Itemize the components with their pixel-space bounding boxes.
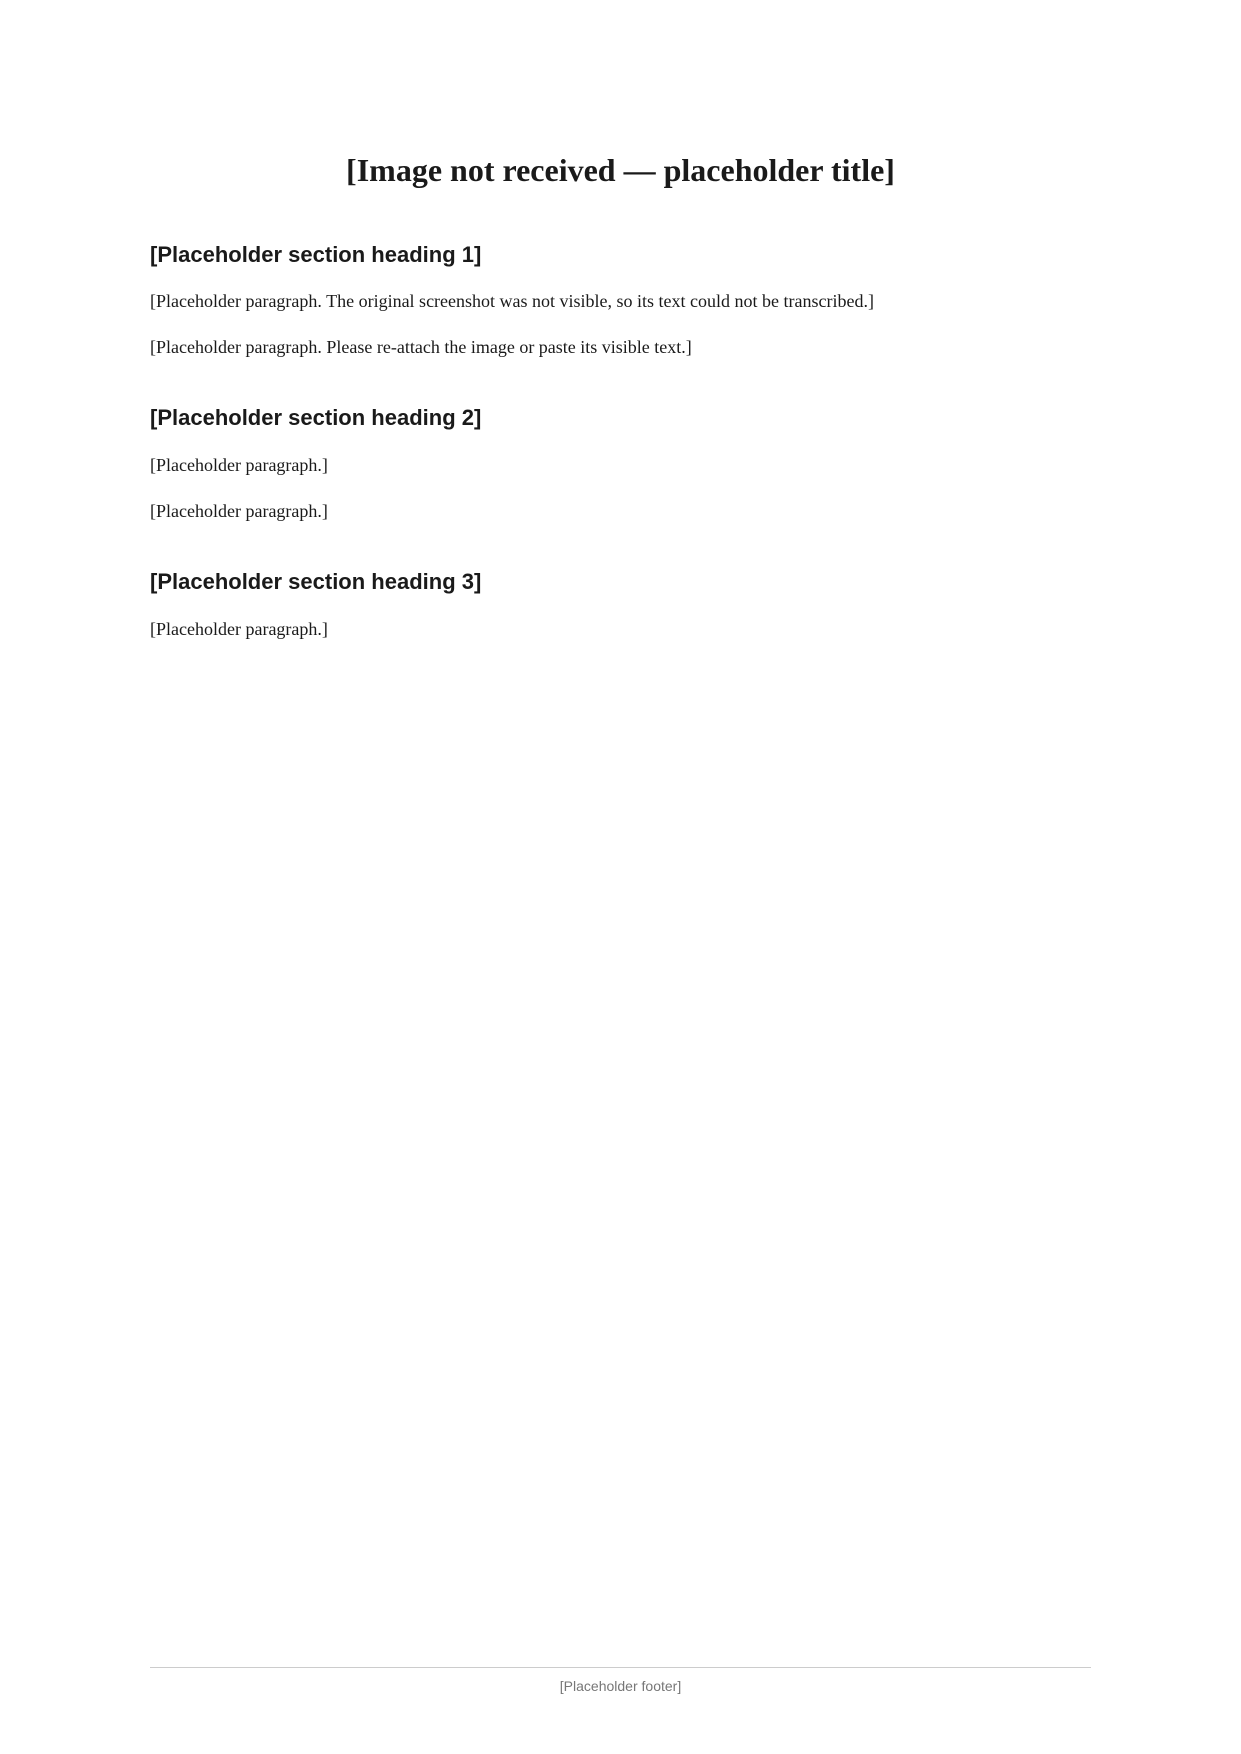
paragraph: [Placeholder paragraph. Please re-attach the image or paste its visible text.] [150, 336, 692, 357]
page-footer: [Placeholder footer] [150, 1667, 1091, 1694]
paragraph: [Placeholder paragraph. The original screenshot was not visible, so its text could not be transcribed.] [150, 291, 874, 312]
section-heading: [Placeholder section heading 1] [150, 241, 482, 267]
page-title: [Image not received — placeholder title] [346, 152, 895, 188]
document-section [150, 567, 1091, 645]
document-section [150, 240, 1091, 364]
paragraph: [Placeholder paragraph.] [150, 455, 328, 476]
section-heading: [Placeholder section heading 3] [150, 569, 482, 595]
paragraph: [Placeholder paragraph.] [150, 618, 328, 639]
document-section [150, 403, 1091, 527]
section-heading: [Placeholder section heading 2] [150, 405, 482, 431]
paragraph: [Placeholder paragraph.] [150, 500, 328, 521]
